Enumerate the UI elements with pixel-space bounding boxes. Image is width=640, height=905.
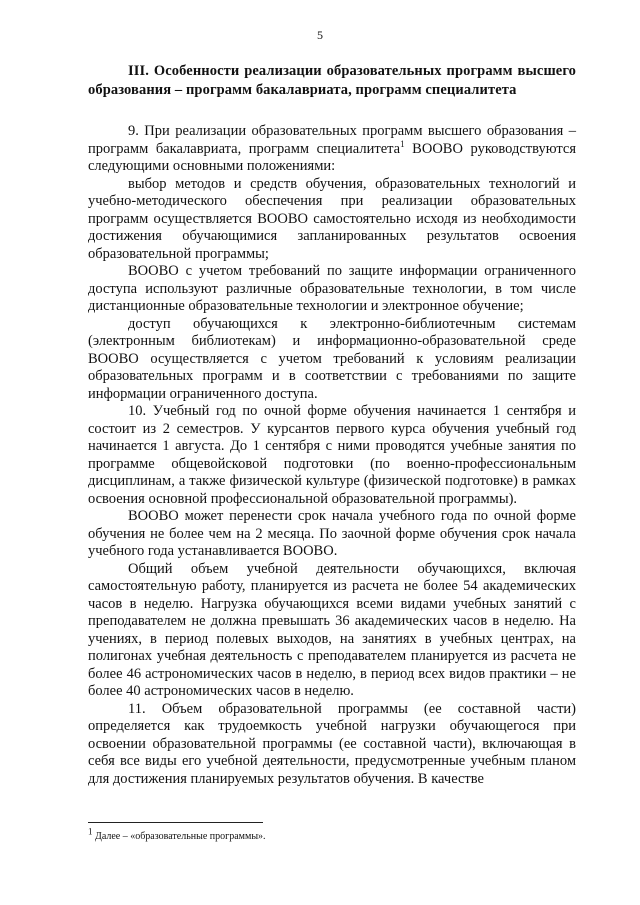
paragraph-10-start-date: ВООВО может перенести срок начала учебного года по очной форме обучения не более чем на 2 месяца. По заочной форме обучения срок начала учебного года устанавливается ВООВО. — [88, 508, 576, 559]
paragraph-9-text-continued: ВООВО руководствуются следующими основными положениями: — [88, 140, 576, 174]
paragraph-9-item-methods: выбор методов и средств обучения, образовательных технологий и учебно-методического обеспечения при реализации образовательных программ осуществляется ВООВО самостоятельно исходя из необходимости достижения обучающимися запланированных результатов освоения образовательной программы; — [88, 175, 576, 262]
page-number: 5 — [317, 28, 323, 42]
footnote-mark: 1 — [88, 826, 93, 837]
section-heading: III. Особенности реализации образовательных программ высшего образования – программ бакалавриата, программ специалитета — [88, 63, 576, 98]
footnote-text: Далее – «образовательные программы». — [92, 831, 266, 842]
footnote — [88, 826, 576, 843]
paragraph-9-text: 9. При реализации образовательных программ высшего образования – программ бакалавриата, программ специалитета — [88, 123, 576, 157]
paragraph-9 — [88, 123, 576, 176]
footnote-divider — [88, 822, 263, 823]
paragraph-10: 10. Учебный год по очной форме обучения начинается 1 сентября и состоит из 2 семестров. У курсантов первого курса обучения учебный год начинается 1 августа. До 1 сентября с ними проводятся учебные занятия по программе общевойсковой подготовки (по военно-профессиональным дисциплинам, а также физической культуре (физической подготовке) в рамках освоения основной профессиональной образовательной программы). — [88, 403, 576, 507]
paragraph-10-workload: Общий объем учебной деятельности обучающихся, включая самостоятельную работу, планируется из расчета не более 54 академических часов в неделю. Нагрузка обучающихся всеми видами учебных занятий с преподавателем не должна превышать 36 академических часов в неделю. На учениях, в период полевых выходов, на занятиях в учебных центрах, на полигонах учебная деятельность с преподавателем планируется из расчета не более 46 астрономических часов в неделю, в период всех видов практики – не более 40 астрономических часов в неделю. — [88, 560, 576, 699]
document-body — [88, 62, 576, 788]
paragraph-9-item-access: доступ обучающихся к электронно-библиотечным системам (электронным библиотекам) и информационно-образовательной среде ВООВО осуществляется с учетом требований к условиям реализации образовательных программ и в соответствии с требованиями по защите информации ограниченного доступа. — [88, 315, 576, 402]
paragraph-11: 11. Объем образовательной программы (ее составной части) определяется как трудоемкость учебной нагрузки обучающегося при освоении образовательной программы (ее составной части), включающая в себя все виды его учебной деятельности, предусмотренные учебным планом для достижения планируемых результатов обучения. В качестве — [88, 700, 576, 787]
paragraph-9-item-technologies: ВООВО с учетом требований по защите информации ограниченного доступа используют различные образовательные технологии, в том числе дистанционные образовательные технологии и электронное обучение; — [88, 263, 576, 314]
footnote-reference: 1 — [400, 138, 405, 149]
